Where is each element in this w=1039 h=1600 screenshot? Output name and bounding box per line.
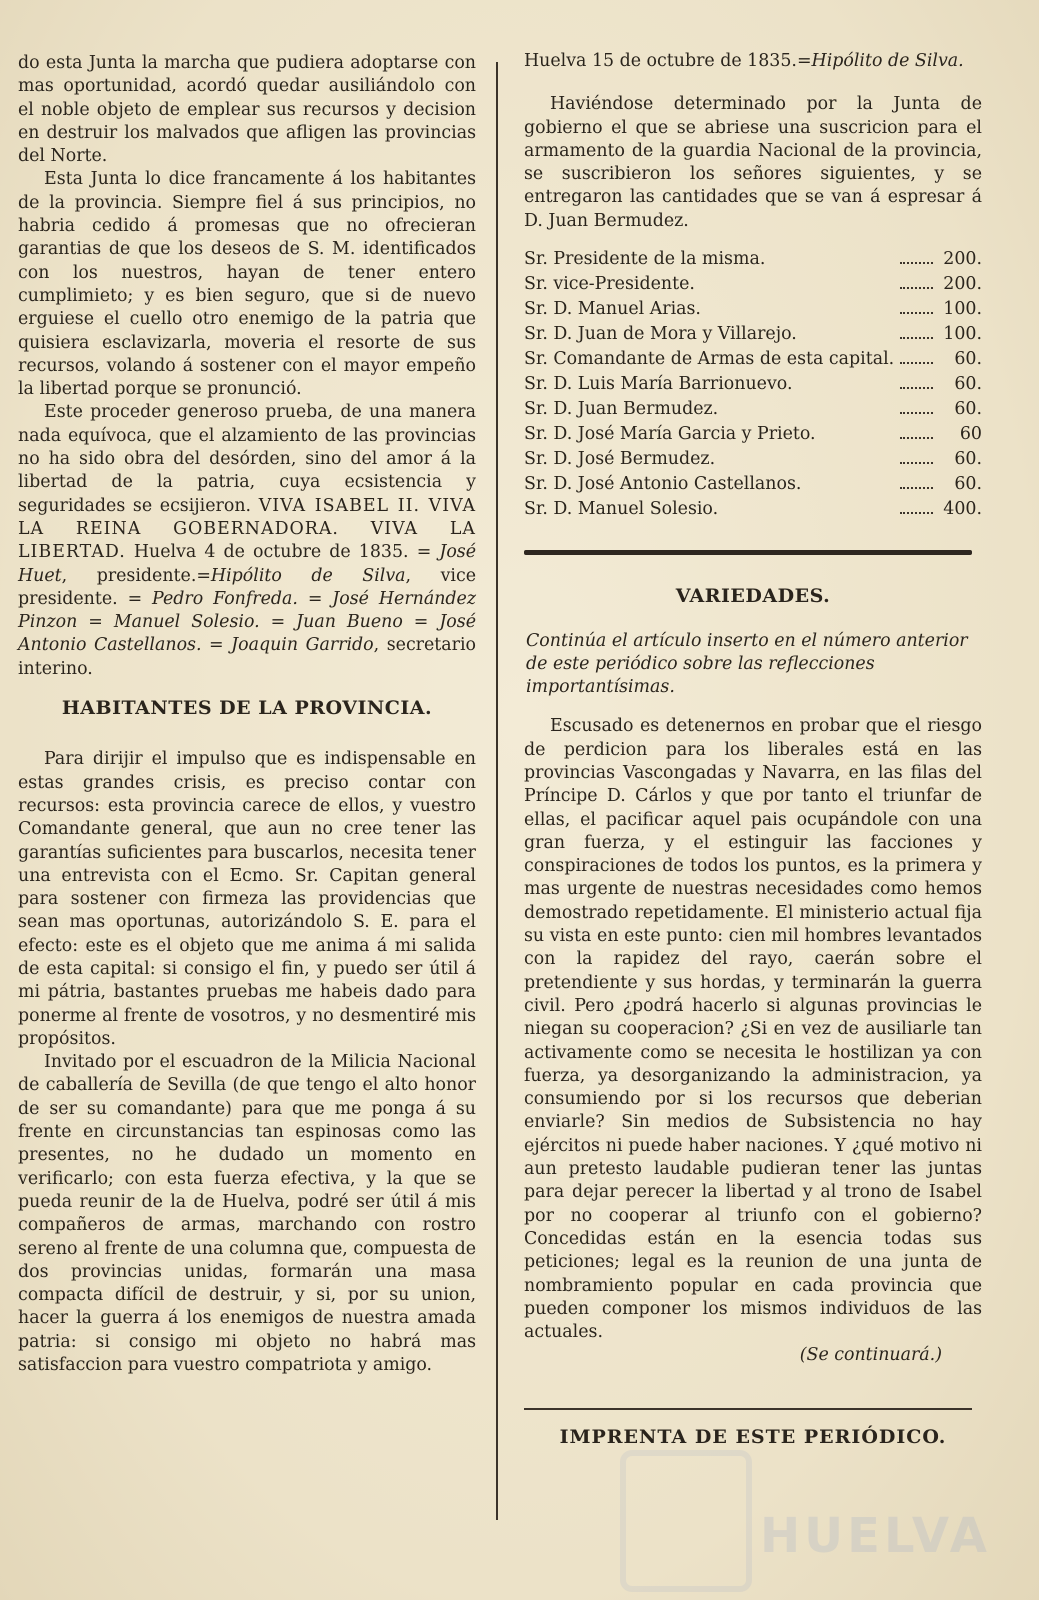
proclamation-vivas: VIVA ISABEL II. VIVA LA REINA GOBERNADORA. VIVA LA LIBERTAD.: [18, 495, 477, 563]
dot-leader: [894, 422, 939, 447]
left-paragraph-3: [18, 401, 476, 681]
left-paragraph-4: Para dirijir el impulso que es indispensable en estas grandes crisis, es preciso contar con recursos: esta provincia carece de ellos, y vuestro Comandante general, que aun no cree tener las garantías suficientes para buscarlos, necesita tener una entrevista con el Ecmo. Sr. Capitan general para sostener con firmeza las providencias que sean mas oportunas, autorizándolo S. E. para el efecto: este es el objeto que me anima á mi salida de esta capital: si consigo el fin, y puedo ser útil á mi pátria, bastantes pruebas me habeis dado para ponerme al frente de vosotros, y no desmentiré mis propósitos.: [18, 749, 476, 1049]
role-secretary: , secretario interino.: [18, 635, 476, 679]
dot-leader: [894, 297, 939, 322]
signature-huet: = José Huet: [18, 542, 477, 586]
subscriber-row: [524, 397, 982, 422]
dot-leader: [894, 272, 939, 297]
subscriber-row: [524, 297, 982, 322]
subscriber-amount: 200.: [943, 274, 982, 295]
left-paragraph-1: do esta Junta la marcha que pudiera adoptarse con mas oportunidad, acordó quedar ausiliándolo con el noble objeto de emplear sus recursos y decision en destruir los malvados que afligen las provincias del Norte.: [18, 53, 476, 167]
subscriber-amount: 60.: [954, 449, 982, 470]
watermark-text: HUELVA: [760, 1508, 991, 1564]
subscriber-name: Sr. D. José Antonio Castellanos.: [524, 474, 802, 495]
subscriber-name: Sr. D. Juan de Mora y Villarejo.: [524, 324, 797, 345]
signature-silva: =Hipólito de Silva: [196, 565, 406, 586]
printer-imprint: IMPRENTA DE ESTE PERIÓDICO.: [559, 1425, 947, 1448]
right-column: [524, 50, 982, 1449]
dot-leader: [894, 497, 939, 522]
subscriber-row: [524, 322, 982, 347]
subscriber-amount: 60.: [954, 374, 982, 395]
right-header: [524, 50, 982, 73]
section-title-variedades: VARIEDADES.: [675, 585, 831, 608]
column-divider: [496, 62, 498, 1520]
dot-leader: [894, 322, 939, 347]
proclamation-date: Huelva 4 de octubre de 1835.: [133, 542, 409, 563]
footer-divider: [524, 1408, 972, 1410]
left-paragraph-5: Invitado por el escuadron de la Milicia Nacional de caballería de Sevilla (de que tengo el alto honor de ser su comandante) para que me ponga á su frente en circunstancias tan espinosas como las presentes, no he dudado un momento en verificarlo; con esta fuerza efectiva, y la que se pueda reunir de la de Huelva, podré ser útil á mis compañeros de armas, marchando con rostro sereno al frente de una columna que, compuesta de dos provincias unidas, formarán una masa compacta difícil de destruir, y si, por su union, hacer la guerra á los enemigos de nuestra amada patria: si consigo mi objeto no habrá mas satisfaccion para vuestro compatriota y amigo.: [18, 1052, 476, 1376]
subscriber-row: [524, 447, 982, 472]
subscriber-name: Sr. D. Luis María Barrionuevo.: [524, 374, 793, 395]
subscriber-amount: 200.: [943, 249, 982, 270]
subscriber-amount: 60: [959, 424, 982, 445]
subscriber-name: Sr. D. José Bermudez.: [524, 449, 716, 470]
subscriber-row: [524, 497, 982, 522]
dot-leader: [894, 247, 939, 272]
subscriber-row: [524, 422, 982, 447]
subscriber-name: Sr. D. Manuel Arias.: [524, 299, 701, 320]
role-president: , presidente.: [61, 565, 197, 586]
dot-leader: [894, 447, 939, 472]
subscriber-row: [524, 372, 982, 397]
subscription-intro: Haviéndose determinado por la Junta de gobierno el que se abriese una suscricion para el armamento de la guardia Nacional de la provincia, se suscribieron los señores siguientes, y se entregaron las cantidades que se van á espresar á D. Juan Bermudez.: [524, 94, 982, 231]
dot-leader: [894, 372, 939, 397]
subscriber-row: [524, 272, 982, 297]
subscriber-amount: 400.: [943, 499, 982, 520]
watermark-emblem-icon: [620, 1450, 752, 1592]
subscriber-amount: 100.: [943, 299, 982, 320]
subscriber-row: [524, 247, 982, 272]
dot-leader: [894, 347, 939, 372]
signature-members: = Pedro Fonfreda. = José Hernández Pinzon = Manuel Solesio. = Juan Bueno = José Antonio Castellanos. = Joaquin Garrido: [18, 588, 476, 656]
subscriber-amount: 60.: [954, 349, 982, 370]
subscriber-name: Sr. vice-Presidente.: [524, 274, 695, 295]
subscription-list: [524, 247, 982, 522]
right-header-date: Huelva 15 de octubre de 1835.: [524, 51, 797, 71]
role-vice-president: , vice presidente.: [18, 565, 476, 609]
left-paragraph-2: Esta Junta lo dice francamente á los habitantes de la provincia. Siempre fiel á sus principios, no habria cedido á promesas que no ofrecieran garantias de que los deseos de S. M. identificados con los nuestros, hayan de tener entero cumplimieto; y es bien seguro, que si de nuevo erguiese el cuello otro enemigo de la patria que quisiera esclavizarla, moveria el resorte de sus recursos, volando á sostener con el mayor empeño la libertad porque se pronunció.: [18, 169, 476, 400]
subscriber-amount: 100.: [943, 324, 982, 345]
proclamation-text: Este proceder generoso prueba, de una manera nada equívoca, que el alzamiento de las provincias no ha sido obra del desórden, sino del amor á la libertad de la patria, cuya ecsistencia y seguridades se ecsijieron.: [18, 402, 476, 516]
subscriber-row: [524, 472, 982, 497]
subscriber-row: [524, 347, 982, 372]
left-column: [18, 52, 476, 1377]
continuation-note: (Se continuará.): [799, 1345, 942, 1366]
subscriber-amount: 60.: [954, 399, 982, 420]
dot-leader: [894, 397, 939, 422]
subscriber-name: Sr. Presidente de la misma.: [524, 249, 766, 270]
variedades-subtitle: Continúa el artículo inserto en el número anterior de este periódico sobre las reflecciones importantísimas.: [526, 631, 968, 698]
subscriber-name: Sr. D. Manuel Solesio.: [524, 499, 719, 520]
subscriber-amount: 60.: [954, 474, 982, 495]
thick-divider: [524, 550, 972, 555]
subscriber-name: Sr. D. José María Garcia y Prieto.: [524, 424, 816, 445]
subscriber-name: Sr. D. Juan Bermudez.: [524, 399, 719, 420]
section-title-habitantes: HABITANTES DE LA PROVINCIA.: [61, 697, 433, 720]
subscriber-name: Sr. Comandante de Armas de esta capital.: [524, 349, 895, 370]
variedades-body: Escusado es detenernos en probar que el riesgo de perdicion para los liberales está en las provincias Vascongadas y Navarra, en las filas del Príncipe D. Cárlos y que por tanto el triunfar de ellas, el pacificar aquel pais ocupándole con una gran fuerza, y el estinguir las facciones y conspiraciones de todos los puntos, es la primera y mas urgente de nuestras necesidades como hemos demostrado repetidamente. El ministerio actual fija su vista en este punto: cien mil hombres levantados con la rapidez del rayo, caerán sobre el pretendiente y sus hordas, y terminarán la guerra civil. Pero ¿podrá hacerlo si algunas provincias le niegan su cooperacion? ¿Si en vez de ausiliarle tan activamente como se necesita le hostilizan ya con fuerza, ya desorganizando la administracion, ya consumiendo por si los recursos que deberian enviarle? Sin medios de Subsistencia no hay ejércitos ni puede haber naciones. Y ¿qué motivo ni aun pretesto laudable pudieran tener las juntas para dejar perecer la libertad y al trono de Isabel por no cooperar al triunfo con el gobierno? Concedidas están en la esencia todas sus peticiones; legal es la reunion de una junta de nombramiento popular en cada provincia que pueden componer los mismos individuos de las actuales.: [524, 716, 982, 1343]
dot-leader: [894, 472, 939, 497]
right-header-signature: =Hipólito de Silva.: [796, 51, 964, 71]
